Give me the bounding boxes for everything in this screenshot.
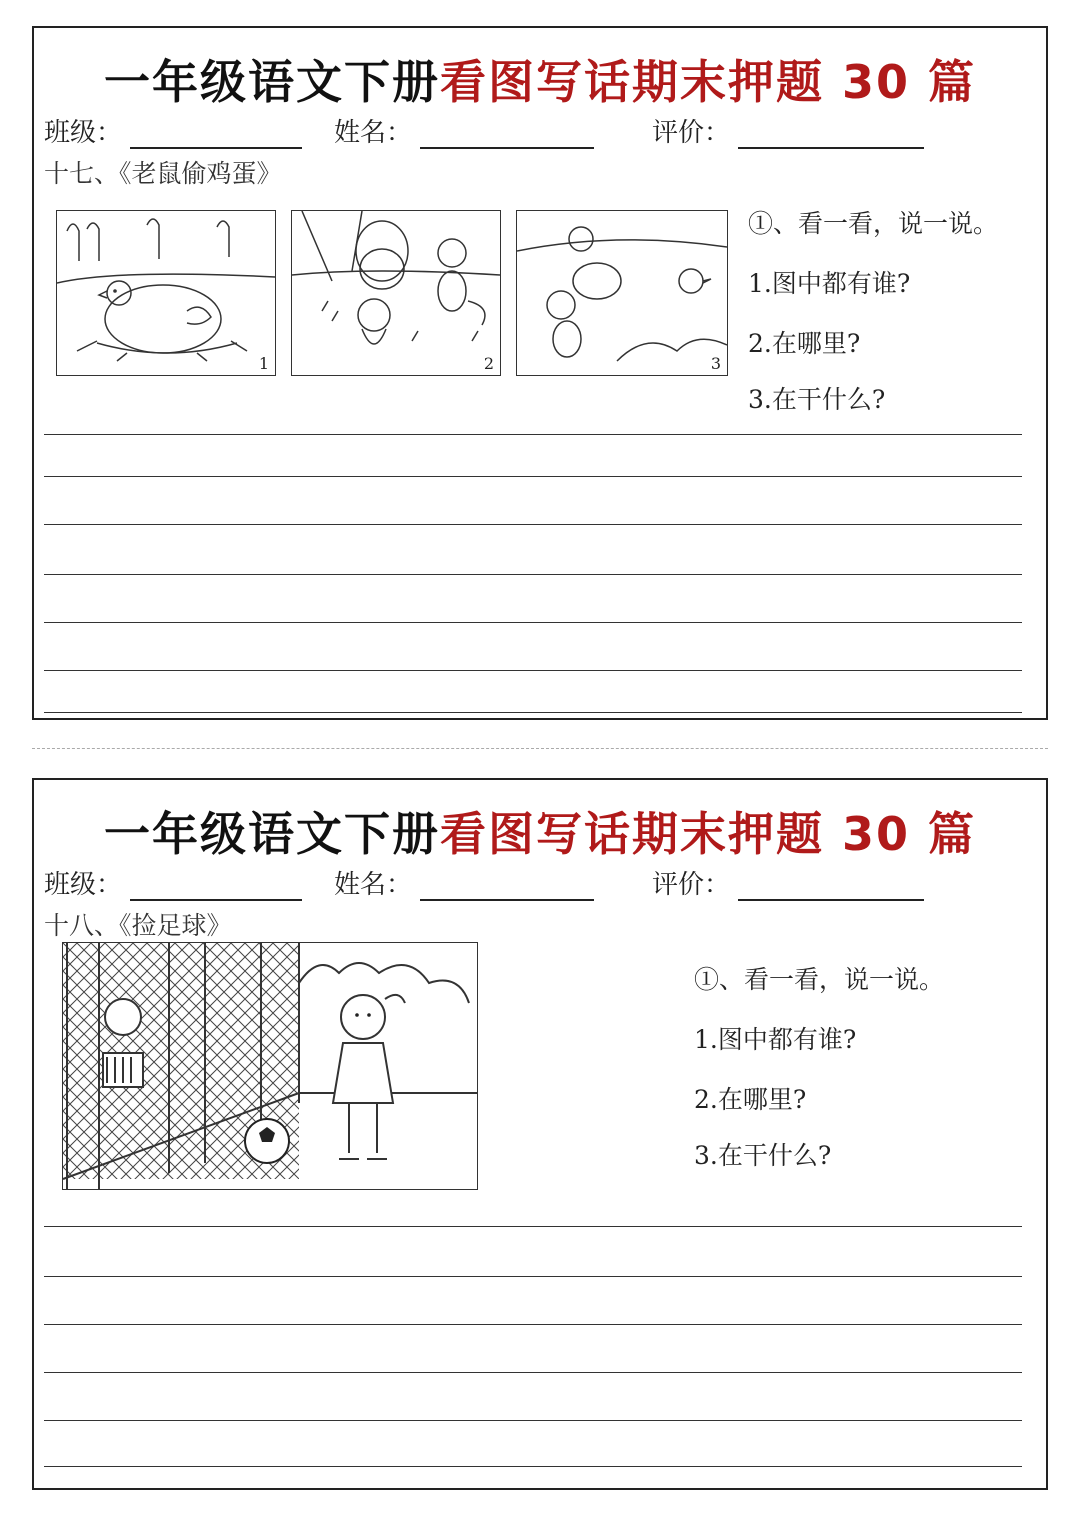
worksheet-card-18 [32,778,1048,1490]
question-3: 3.在干什么? [694,1141,832,1170]
worksheet-title [34,798,1046,864]
writing-lines[interactable] [44,1226,1022,1466]
eval-label: 评价： [652,870,731,900]
name-label: 姓名： [334,118,413,148]
section-title: 十七、《老鼠偷鸡蛋》 [44,159,282,188]
picture-number: 2 [483,354,494,373]
hen-illustration [57,211,275,375]
title-topic-part: 看图写话期末押题 30 篇 [439,55,977,109]
title-topic-part: 看图写话期末押题 30 篇 [439,807,977,861]
name-label: 姓名： [334,870,413,900]
section-title: 十八、《捡足球》 [44,911,232,940]
picture-mice-with-egg [291,210,501,376]
worksheet-title [34,46,1046,112]
prompt-text: ①、看一看，说一说。 [694,965,945,994]
picture-mice-carry-egg [516,210,728,376]
soccer-fence-illustration [63,943,477,1189]
picture-hen-on-nest [56,210,276,376]
name-blank[interactable] [420,871,594,901]
eval-field [652,864,924,901]
question-1: 1.图中都有谁? [748,269,911,298]
class-label: 班级： [44,118,123,148]
student-info-row [44,864,1034,904]
mice-carry-illustration [517,211,727,375]
question-2: 2.在哪里? [694,1085,807,1114]
name-field [334,112,594,149]
page-divider [32,748,1048,749]
class-field [44,864,302,901]
question-list [694,960,944,1172]
student-info-row [44,112,1034,152]
question-list [748,204,998,416]
worksheet-card-17 [32,26,1048,720]
picture-pick-up-soccer-ball [62,942,478,1190]
title-grade-part: 一年级语文下册 [103,807,440,861]
question-1: 1.图中都有谁? [694,1025,857,1054]
picture-number: 3 [710,354,721,373]
eval-label: 评价： [652,118,731,148]
question-3: 3.在干什么? [748,385,886,414]
name-field [334,864,594,901]
eval-blank[interactable] [738,871,924,901]
title-grade-part: 一年级语文下册 [103,55,440,109]
class-field [44,112,302,149]
class-blank[interactable] [130,871,302,901]
writing-lines[interactable] [44,434,1022,714]
class-blank[interactable] [130,119,302,149]
picture-number: 1 [258,354,269,373]
prompt-text: ①、看一看，说一说。 [748,209,999,238]
question-2: 2.在哪里? [748,329,861,358]
name-blank[interactable] [420,119,594,149]
eval-field [652,112,924,149]
eval-blank[interactable] [738,119,924,149]
mice-illustration [292,211,500,375]
class-label: 班级： [44,870,123,900]
